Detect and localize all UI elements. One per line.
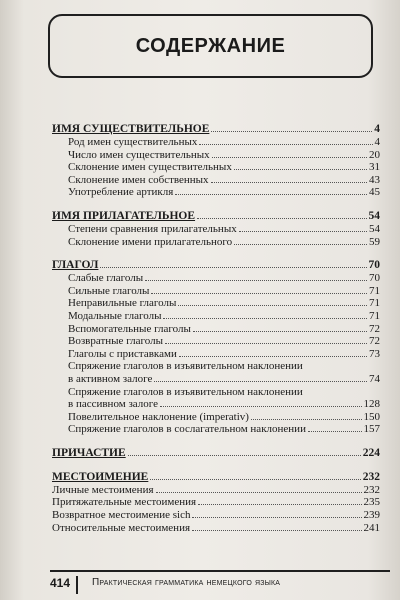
dot-leader	[165, 343, 367, 344]
toc-entry[interactable]	[52, 297, 380, 310]
dot-leader	[150, 479, 360, 480]
toc-page-number: 241	[363, 521, 380, 534]
toc-page-number: 239	[363, 509, 380, 522]
toc-page-number: 72	[369, 322, 380, 335]
toc-entry-label: Склонение имени прилагательного	[68, 235, 233, 248]
toc-entry-label: Число имен существительных	[68, 148, 210, 161]
toc-entry[interactable]	[52, 411, 380, 424]
toc-entry[interactable]	[52, 236, 380, 249]
toc-entry[interactable]	[52, 484, 380, 497]
toc-page-number: 20	[369, 148, 380, 161]
toc-page-number: 73	[369, 347, 380, 360]
toc-section-participle	[52, 446, 380, 460]
dot-leader	[198, 504, 361, 505]
toc-page-number: 45	[369, 186, 380, 199]
dot-leader	[128, 455, 361, 456]
toc-page-number: 70	[368, 259, 380, 272]
toc-entry[interactable]	[52, 496, 380, 509]
dot-leader	[197, 218, 366, 219]
toc-page-number: 74	[369, 372, 380, 385]
toc-section-adjective	[52, 209, 380, 248]
dot-leader	[199, 144, 372, 145]
toc-entry-label: в активном залоге	[68, 372, 153, 385]
toc-entry-label: Неправильные глаголы	[68, 297, 177, 310]
toc-entry-line2	[68, 373, 380, 386]
toc-entry-label: Повелительное наклонение (imperativ)	[68, 410, 249, 423]
toc-page-number: 71	[369, 297, 380, 310]
dot-leader	[251, 419, 362, 420]
toc-page-number: 59	[369, 235, 380, 248]
toc-entry[interactable]	[52, 174, 380, 187]
toc-entry[interactable]	[52, 272, 380, 285]
toc-heading[interactable]	[52, 122, 380, 136]
page-title: СОДЕРЖАНИЕ	[135, 34, 286, 57]
toc-entry[interactable]	[52, 136, 380, 149]
toc-entry-label: Притяжательные местоимения	[52, 496, 197, 509]
toc-heading[interactable]	[52, 258, 380, 272]
dot-leader	[154, 381, 367, 382]
toc-entry-label: Глаголы с приставками	[68, 347, 177, 360]
toc-entry[interactable]	[52, 161, 380, 174]
page-footer	[50, 570, 390, 594]
toc-entry-label: Возвратное местоимение sich	[52, 509, 191, 522]
toc-entry-label: в пассивном залоге	[68, 398, 159, 411]
toc-entry-label: Слабые глаголы	[68, 272, 144, 285]
toc-page-number: 72	[369, 335, 380, 348]
toc-entry-label-line1: Спряжение глаголов в изъявительном наклонении	[68, 385, 303, 398]
toc-entry[interactable]	[52, 335, 380, 348]
toc-entry-multiline[interactable]	[52, 386, 380, 411]
toc-entry-line2	[68, 398, 380, 411]
dot-leader	[193, 331, 367, 332]
toc-page-number: 71	[369, 284, 380, 297]
toc-entry[interactable]	[52, 285, 380, 298]
dot-leader	[234, 244, 367, 245]
footer-book-title: Практическая грамматика немецкого языка	[92, 577, 281, 588]
dot-leader	[179, 356, 367, 357]
toc-page-number: 4	[374, 136, 380, 148]
toc-entry-label: Вспомогательные глаголы	[68, 322, 191, 335]
toc-entry-label: Возвратные глаголы	[68, 335, 163, 348]
dot-leader	[192, 517, 361, 518]
toc-entry-label: Употребление артикля	[68, 186, 174, 199]
dot-leader	[156, 492, 362, 493]
toc-heading[interactable]	[52, 470, 380, 484]
toc-page-number: 31	[369, 161, 380, 174]
toc-entry-label: Модальные глаголы	[68, 309, 162, 322]
toc-entry[interactable]	[52, 522, 380, 535]
toc-page-number: 232	[363, 483, 380, 496]
toc-page-number: 128	[363, 398, 380, 411]
dot-leader	[178, 305, 367, 306]
toc-heading[interactable]	[52, 209, 380, 223]
dot-leader	[145, 280, 367, 281]
toc-entry[interactable]	[52, 186, 380, 199]
toc-heading-label: ИМЯ СУЩЕСТВИТЕЛЬНОЕ	[52, 123, 210, 135]
toc-entry-label-line1: Спряжение глаголов в изъявительном наклонении	[68, 360, 303, 373]
toc-entry-label: Личные местоимения	[52, 483, 154, 496]
toc-heading-label: ИМЯ ПРИЛАГАТЕЛЬНОЕ	[52, 209, 196, 222]
toc-page-number: 224	[362, 446, 380, 459]
dot-leader	[308, 431, 362, 432]
toc-entry[interactable]	[52, 323, 380, 336]
toc-entry[interactable]	[52, 509, 380, 522]
toc-page-number: 43	[369, 173, 380, 186]
toc-page-number: 71	[369, 309, 380, 322]
dot-leader	[212, 157, 367, 158]
toc-entry[interactable]	[52, 223, 380, 236]
toc-page-number: 54	[369, 222, 380, 235]
toc-page-number: 232	[362, 470, 380, 483]
footer-page-number: 414	[50, 576, 78, 594]
toc-page-number: 54	[368, 209, 380, 222]
dot-leader	[175, 194, 367, 195]
toc-entry-label: Спряжение глаголов в сослагательном наклонении	[68, 423, 306, 436]
toc-entry-label: Род имен существительных	[68, 136, 198, 148]
toc-entry[interactable]	[52, 310, 380, 323]
dot-leader	[192, 530, 361, 531]
dot-leader	[151, 293, 367, 294]
toc-heading-label: ПРИЧАСТИЕ	[52, 446, 126, 459]
toc-entry-label: Относительные местоимения	[52, 521, 191, 534]
dot-leader	[211, 182, 367, 183]
toc-entry[interactable]	[52, 149, 380, 162]
title-frame	[48, 14, 373, 78]
dot-leader	[160, 406, 361, 407]
dot-leader	[239, 231, 367, 232]
toc-section-pronoun	[52, 470, 380, 534]
toc-entry-label: Сильные глаголы	[68, 284, 150, 297]
toc-section-verb	[52, 258, 380, 436]
toc-entry-label: Склонение имен собственных	[68, 173, 209, 186]
toc-entry-label: Склонение имен существительных	[68, 161, 232, 174]
toc-heading-label: ГЛАГОЛ	[52, 259, 99, 272]
toc-section-noun	[52, 122, 380, 199]
toc-entry-multiline[interactable]	[52, 360, 380, 385]
toc-page-number: 157	[363, 423, 380, 436]
toc-page-number: 70	[369, 272, 380, 285]
toc-page-number: 4	[374, 123, 380, 135]
dot-leader	[211, 131, 372, 132]
toc-entry[interactable]	[52, 348, 380, 361]
toc-page-number: 150	[363, 410, 380, 423]
dot-leader	[100, 267, 366, 268]
toc-page-number: 235	[363, 496, 380, 509]
toc-entry-label: Степени сравнения прилагательных	[68, 222, 237, 235]
dot-leader	[234, 169, 367, 170]
toc-heading[interactable]	[52, 446, 380, 460]
toc-heading-label: МЕСТОИМЕНИЕ	[52, 470, 149, 483]
dot-leader	[163, 318, 367, 319]
table-of-contents	[52, 122, 380, 544]
toc-entry[interactable]	[52, 423, 380, 436]
